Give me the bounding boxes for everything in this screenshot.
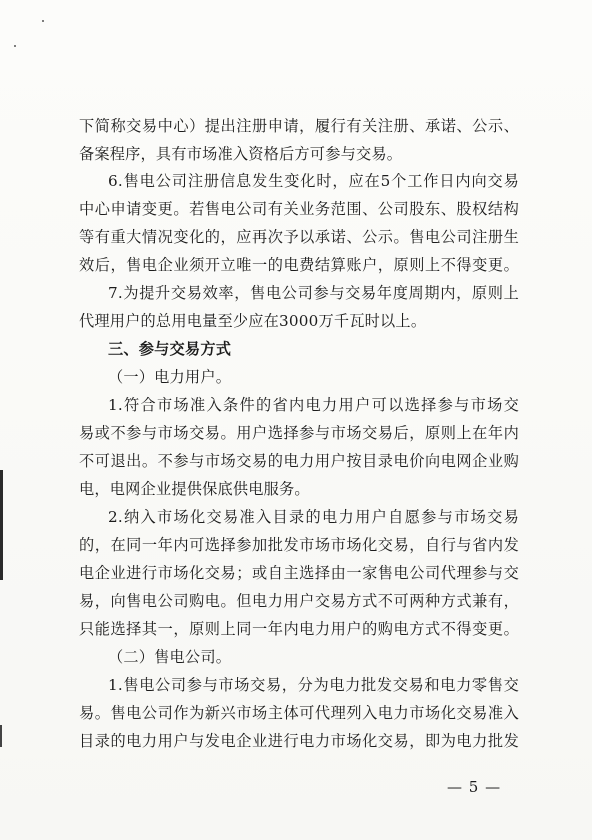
- section-heading: 三、参与交易方式: [108, 340, 232, 358]
- paragraph-line: 效后，售电企业须开立唯一的电费结算账户，原则上不得变更。: [79, 256, 519, 274]
- paragraph-line: 1.售电公司参与市场交易，分为电力批发交易和电力零售交: [108, 676, 519, 694]
- paragraph-line: 1.符合市场准入条件的省内电力用户可以选择参与市场交: [108, 396, 519, 414]
- paragraph-line: 目录的电力用户与发电企业进行电力市场化交易，即为电力批发: [79, 732, 519, 750]
- paragraph-line: 只能选择其一，原则上同一年内电力用户的购电方式不得变更。: [79, 620, 519, 638]
- paragraph-line: 备案程序，具有市场准入资格后方可参与交易。: [79, 145, 403, 163]
- paragraph-line: 易，向售电公司购电。但电力用户交易方式不可两种方式兼有，: [79, 592, 519, 610]
- subsection-heading: （一）电力用户。: [108, 368, 232, 386]
- page-number: — 5 —: [447, 778, 502, 796]
- paragraph-line: 代理用户的总用电量至少应在3000万千瓦时以上。: [79, 312, 427, 330]
- paragraph-line: 下简称交易中心）提出注册申请，履行有关注册、承诺、公示、: [79, 117, 519, 135]
- paragraph-line: 易或不参与市场交易。用户选择参与市场交易后，原则上在年内: [79, 424, 519, 442]
- paragraph-line: 2.纳入市场化交易准入目录的电力用户自愿参与市场交易: [108, 508, 519, 526]
- paragraph-line: 电，电网企业提供保底供电服务。: [79, 480, 310, 498]
- paragraph-line: 的，在同一年内可选择参加批发市场市场化交易，自行与省内发: [79, 536, 519, 554]
- subsection-heading: （二）售电公司。: [108, 648, 232, 666]
- paragraph-line: 中心申请变更。若售电公司有关业务范围、公司股东、股权结构: [79, 200, 519, 218]
- paragraph-line: 电企业进行市场化交易；或自主选择由一家售电公司代理参与交: [79, 564, 519, 582]
- paragraph-line: 不可退出。不参与市场交易的电力用户按目录电价向电网企业购: [79, 452, 519, 470]
- paragraph-line: 6.售电公司注册信息发生变化时，应在5个工作日内向交易: [108, 172, 519, 190]
- paragraph-line: 7.为提升交易效率，售电公司参与交易年度周期内，原则上: [108, 284, 519, 302]
- paragraph-line: 易。售电公司作为新兴市场主体可代理列入电力市场化交易准入: [79, 704, 519, 722]
- paragraph-line: 等有重大情况变化的，应再次予以承诺、公示。售电公司注册生: [79, 228, 519, 246]
